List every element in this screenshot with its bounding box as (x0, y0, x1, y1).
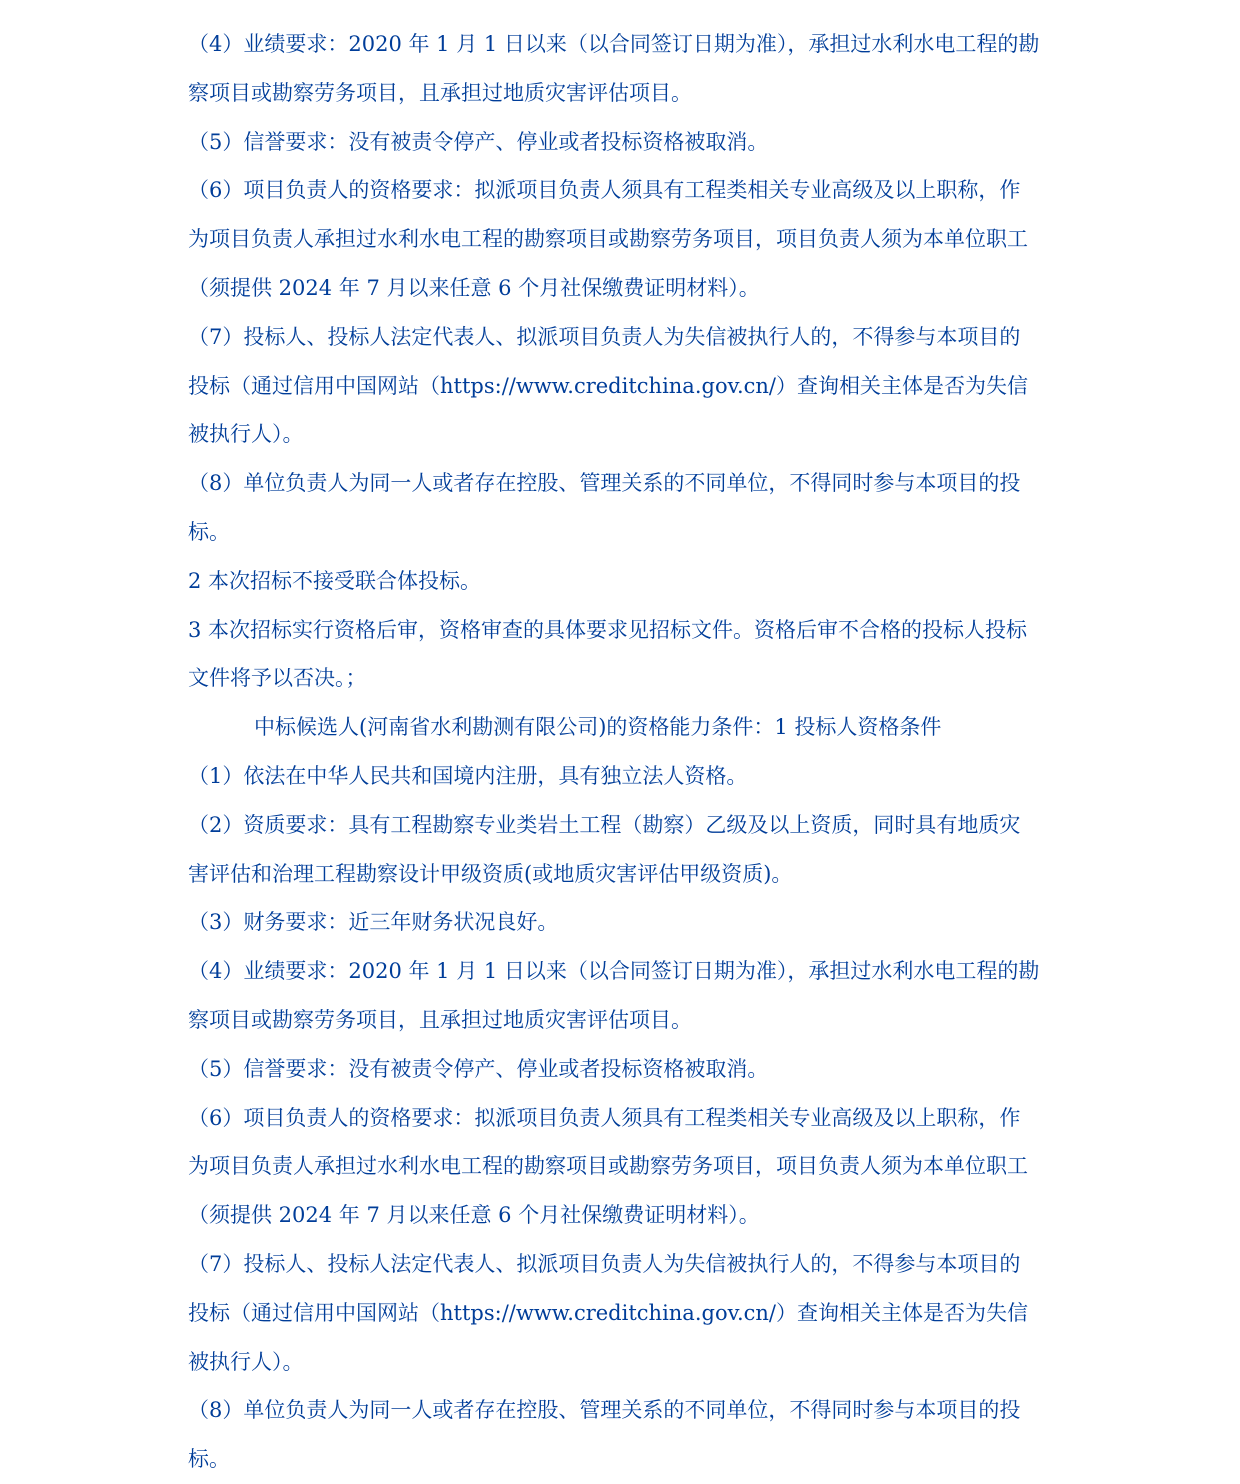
text-line: 害评估和治理工程勘察设计甲级资质(或地质灾害评估甲级资质)。 (188, 861, 793, 886)
text-line: （1）依法在中华人民共和国境内注册，具有独立法人资格。 (188, 763, 748, 788)
text-line: 投标（通过信用中国网站（https://www.creditchina.gov.cn/）查询相关主体是否为失信 (188, 373, 1028, 398)
text-line: 被执行人）。 (188, 1349, 304, 1374)
text-line: 投标（通过信用中国网站（https://www.creditchina.gov.cn/）查询相关主体是否为失信 (188, 1300, 1028, 1325)
text-line: 3 本次招标实行资格后审，资格审查的具体要求见招标文件。资格后审不合格的投标人投标 (188, 617, 1028, 642)
text-line: （2）资质要求：具有工程勘察专业类岩土工程（勘察）乙级及以上资质，同时具有地质灾 (188, 812, 1021, 837)
text-line: （4）业绩要求：2020 年 1 月 1 日以来（以合同签订日期为准），承担过水利水电工程的勘 (188, 32, 1040, 56)
text-line: 标。 (188, 1447, 230, 1472)
text-line: （4）业绩要求：2020 年 1 月 1 日以来（以合同签订日期为准），承担过水利水电工程的勘 (188, 959, 1040, 984)
document-body (188, 20, 1054, 1484)
text-line: 察项目或勘察劳务项目，且承担过地质灾害评估项目。 (188, 80, 692, 105)
text-line: 为项目负责人承担过水利水电工程的勘察项目或勘察劳务项目，项目负责人须为本单位职工 (188, 1154, 1028, 1179)
section-heading: 中标候选人(河南省水利勘测有限公司)的资格能力条件：1 投标人资格条件 (254, 715, 942, 740)
text-line: （须提供 2024 年 7 月以来任意 6 个月社保缴费证明材料）。 (188, 1203, 760, 1228)
text-line: 察项目或勘察劳务项目，且承担过地质灾害评估项目。 (188, 1007, 692, 1032)
text-line: （5）信誉要求：没有被责令停产、停业或者投标资格被取消。 (188, 1056, 769, 1081)
text-line: 文件将予以否决。； (188, 666, 367, 691)
text-line: （7）投标人、投标人法定代表人、拟派项目负责人为失信被执行人的，不得参与本项目的 (188, 1251, 1021, 1276)
text-line: （6）项目负责人的资格要求：拟派项目负责人须具有工程类相关专业高级及以上职称，作 (188, 178, 1021, 203)
text-line: （须提供 2024 年 7 月以来任意 6 个月社保缴费证明材料）。 (188, 275, 760, 300)
text-line: （5）信誉要求：没有被责令停产、停业或者投标资格被取消。 (188, 129, 769, 154)
text-line: （6）项目负责人的资格要求：拟派项目负责人须具有工程类相关专业高级及以上职称，作 (188, 1105, 1021, 1130)
text-line: （7）投标人、投标人法定代表人、拟派项目负责人为失信被执行人的，不得参与本项目的 (188, 324, 1021, 349)
text-line: 标。 (188, 519, 230, 544)
text-line: （8）单位负责人为同一人或者存在控股、管理关系的不同单位，不得同时参与本项目的投 (188, 1398, 1021, 1423)
text-line: 被执行人）。 (188, 422, 304, 447)
text-line: 2 本次招标不接受联合体投标。 (188, 568, 482, 593)
text-line: （8）单位负责人为同一人或者存在控股、管理关系的不同单位，不得同时参与本项目的投 (188, 471, 1021, 496)
text-line: （3）财务要求：近三年财务状况良好。 (188, 910, 559, 935)
text-line: 为项目负责人承担过水利水电工程的勘察项目或勘察劳务项目，项目负责人须为本单位职工 (188, 227, 1028, 252)
